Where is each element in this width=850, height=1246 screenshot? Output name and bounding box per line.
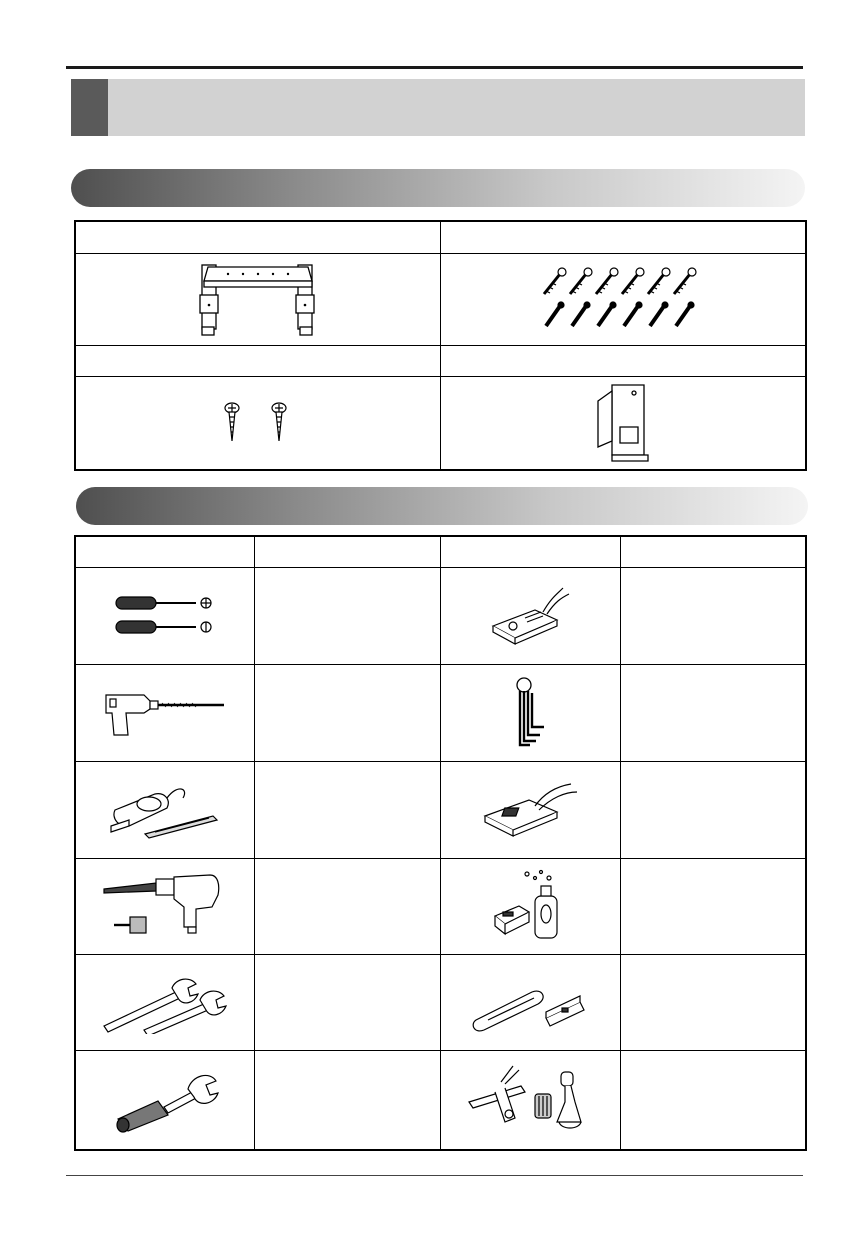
tool-image-cell	[440, 664, 620, 761]
hole-core-drill-icon	[100, 871, 230, 941]
tool-name-cell	[620, 954, 806, 1050]
tool-name-cell	[620, 664, 806, 761]
title-marker-block	[71, 79, 108, 136]
anchor-bolts-cell	[440, 253, 806, 345]
tools-header-cell	[254, 536, 440, 567]
tool-name-cell	[254, 858, 440, 954]
tools-table	[74, 535, 807, 1151]
top-rule	[66, 66, 803, 69]
hex-key-icon	[500, 675, 560, 751]
tool-image-cell	[440, 1050, 620, 1150]
tool-image-cell	[75, 664, 254, 761]
part-label-cell	[75, 345, 440, 376]
tools-header-cell	[440, 536, 620, 567]
tool-image-cell	[75, 954, 254, 1050]
bottom-rule	[66, 1175, 803, 1176]
tool-name-cell	[254, 954, 440, 1050]
installation-plate-icon	[188, 257, 328, 341]
spanners-icon	[100, 970, 230, 1034]
page-title-bar	[71, 79, 805, 136]
tool-name-cell	[620, 858, 806, 954]
tool-name-cell	[254, 664, 440, 761]
part-label-cell	[440, 345, 806, 376]
tool-image-cell	[440, 761, 620, 858]
thermometer-level-icon	[470, 972, 590, 1032]
remote-holder-cell	[440, 376, 806, 470]
screwdrivers-icon	[110, 591, 220, 641]
remote-holder-icon	[588, 381, 658, 465]
ohmmeter-icon	[485, 586, 575, 646]
tool-name-cell	[254, 567, 440, 664]
anchor-bolts-icon	[538, 266, 708, 332]
parts-table	[74, 220, 807, 471]
ammeter-icon	[475, 780, 585, 840]
tools-header-cell	[75, 536, 254, 567]
tools-section-header	[76, 487, 808, 525]
electric-drill-icon	[100, 685, 230, 741]
screws-cell	[75, 376, 440, 470]
gas-leak-detector-icon	[485, 868, 575, 944]
torque-wrench-icon	[110, 1067, 220, 1133]
tool-name-cell	[254, 761, 440, 858]
tool-image-cell	[440, 567, 620, 664]
tool-image-cell	[75, 858, 254, 954]
screws-icon	[213, 401, 303, 445]
tool-name-cell	[254, 1050, 440, 1150]
tool-image-cell	[440, 954, 620, 1050]
tool-name-cell	[620, 761, 806, 858]
parts-section-header	[71, 169, 805, 207]
installation-plate-cell	[75, 253, 440, 345]
measuring-tape-icon	[105, 780, 225, 840]
tool-image-cell	[75, 761, 254, 858]
part-label-cell	[75, 221, 440, 253]
tool-name-cell	[620, 567, 806, 664]
flaring-tool-set-icon	[465, 1062, 595, 1138]
part-label-cell	[440, 221, 806, 253]
tools-header-cell	[620, 536, 806, 567]
tool-name-cell	[620, 1050, 806, 1150]
tool-image-cell	[440, 858, 620, 954]
tool-image-cell	[75, 567, 254, 664]
tool-image-cell	[75, 1050, 254, 1150]
